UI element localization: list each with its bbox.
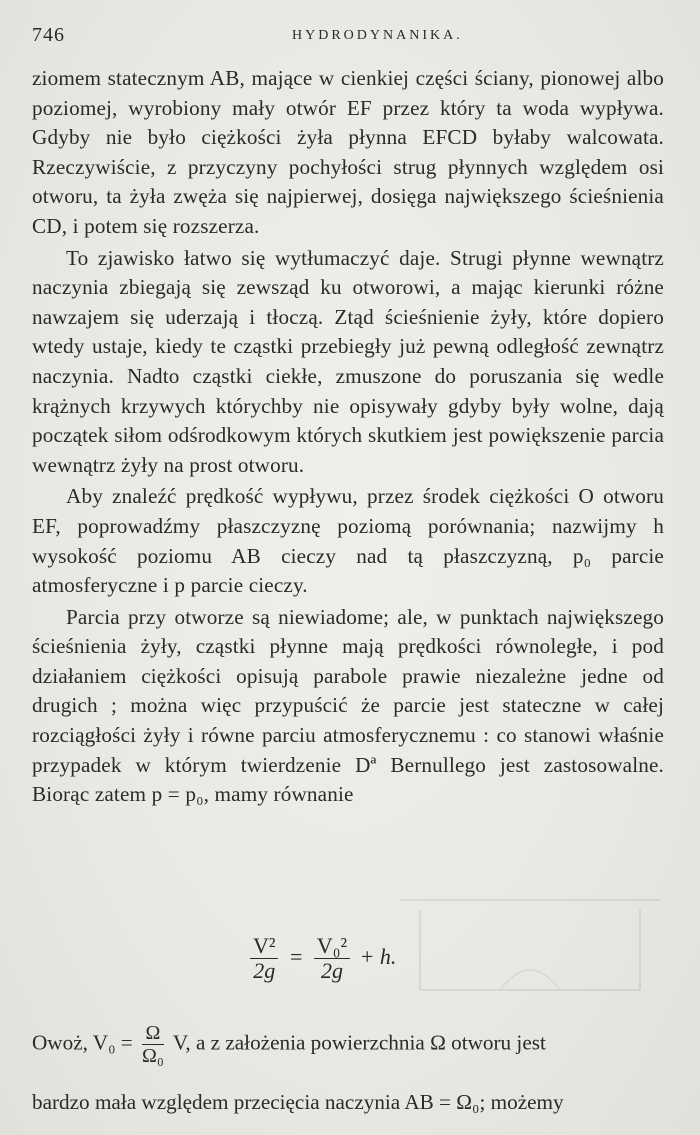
paragraph-1: ziomem statecznym AB, mające w cienkiej części ściany, pionowej albo poziomej, wyrobiony mały otwór EF przez który ta woda wypływa. Gdyby nie było ciężkości żyła płynna EFCD byłaby walcowata. Rzeczywiście, z przyczyny pochyłości strug płynnych względem osi otworu, ta żyła zwęża się najpierwej, dosięga największego ścieśnienia CD, i potem się rozszerza. (32, 66, 664, 238)
paragraph-2: To zjawisko łatwo się wytłumaczyć daje. Strugi płynne wewnątrz naczynia zbiegają się zewsząd ku otworowi, a mając kierunki różne nawzajem się uderzają i tłoczą. Ztąd ścieśnienie żyły, które dopiero wtedy ustaje, kiedy te cząstki przebiegły już pewną odległość zewnątrz naczynia. Nadto cząstki ciekłe, zmuszone do poruszania się wedle krążnych krzywych którychby nie opisywały gdyby były wolne, dają początek siłom odśrodkowym których skutkiem jest powiększenie parcia wewnątrz żyły na prost otworu. (32, 245, 664, 477)
running-head: HYDRODYNANIKA. (292, 28, 463, 43)
velocity-prefix: Owoż, V₀ = (32, 1030, 133, 1055)
body-text (32, 64, 664, 810)
equation-lhs-numerator: V² (250, 934, 278, 959)
equation-equals: = (289, 943, 303, 969)
equation-lhs-denominator: 2g (253, 958, 276, 983)
area-ratio-fraction (142, 1022, 164, 1067)
velocity-suffix: V, a z założenia powierzchnia Ω otworu jest (172, 1030, 546, 1055)
equation-rhs-fraction (314, 934, 350, 983)
equation-rhs-numerator: V₀² (314, 934, 350, 959)
equation-rhs-denominator: 2g (320, 958, 343, 983)
final-line: bardzo mała względem przecięcia naczynia AB = Ω₀; możemy (32, 1090, 564, 1114)
page-header (32, 24, 664, 54)
area-ratio-numerator: Ω (142, 1022, 164, 1045)
velocity-relation-line (32, 1022, 664, 1067)
page-number: 746 (32, 24, 65, 46)
paragraph-4: Parcia przy otworze są niewiadome; ale, w punktach największego ścieśnienia żyły, cząstki płynne mają prędkości równoległe, i pod działaniem ciężkości opisują parabole prawie niezależne jedne od drugich ; można więc przypuścić że parcie jest stateczne w całej rozciągłości żyły i równe parciu atmosferycznemu : co stanowi właśnie przypadek w którym twierdzenie Dª Bernullego jest zastosowalne. Biorąc zatem p = p₀, mamy równanie (32, 604, 664, 807)
bernoulli-equation (250, 934, 470, 994)
area-ratio-denominator: Ω₀ (142, 1045, 164, 1067)
equation-lhs-fraction (250, 934, 278, 983)
paragraph-3: Aby znaleźć prędkość wypływu, przez środek ciężkości O otworu EF, poprowadźmy płaszczyznę poziomą porównania; nazwijmy h wysokość poziomu AB cieczy nad tą płaszczyzną, p₀ parcie atmosferyczne i p parcie cieczy. (32, 484, 664, 598)
equation-plus-term: + h. (359, 943, 397, 969)
